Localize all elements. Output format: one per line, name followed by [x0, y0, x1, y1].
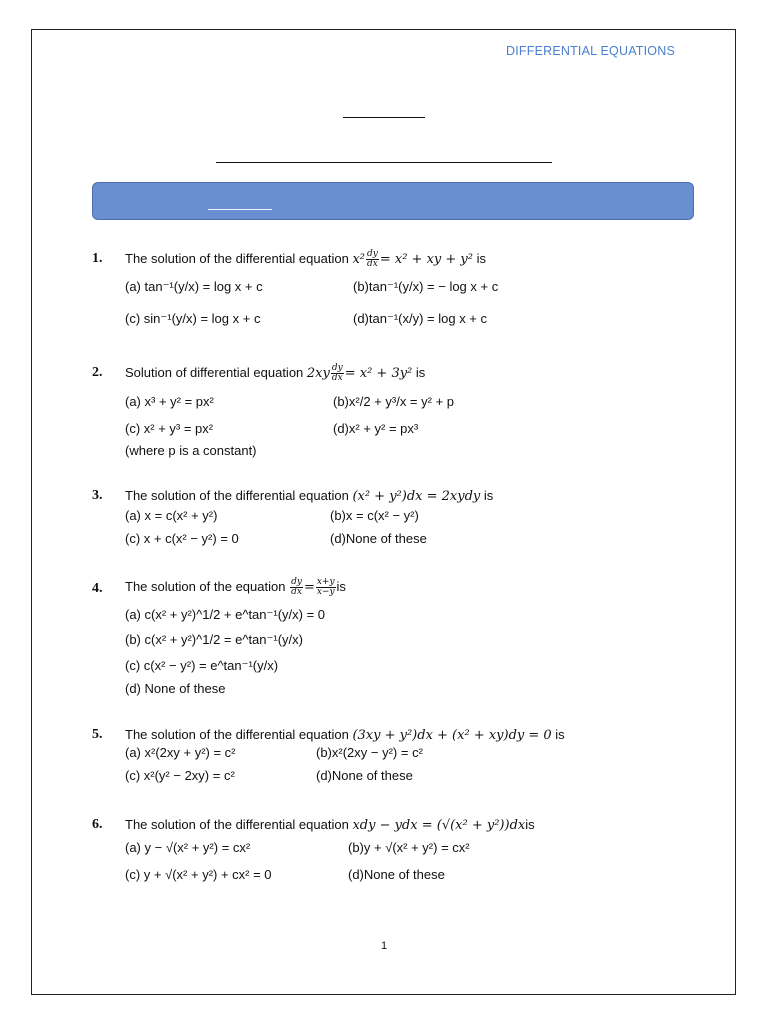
question-stem: The solution of the differential equation x² $\frac{dy}{dx}$ = x² + xy + y² is	[125, 249, 486, 269]
question-stem: The solution of the differential equation xdy − ydx = (√(x² + y²))dxis	[125, 817, 535, 833]
subtitle-underline	[216, 162, 552, 163]
option-c: (c) y + √(x² + y²) + cx² = 0	[125, 867, 272, 882]
question-number: 4.	[92, 581, 103, 596]
option-b: (b)tan⁻¹(y/x) = − log x + c	[353, 279, 499, 294]
question-stem: The solution of the equation $\frac{dy}{dx}$ = $\frac{x+y}{x-y}$ is	[125, 577, 346, 597]
title-underline	[343, 117, 425, 118]
question-stem: The solution of the differential equation (x² + y²)dx = 2xydy is	[125, 488, 494, 504]
option-d: (d)x² + y² = px³	[333, 421, 419, 436]
option-b: (b)x²/2 + y³/x = y² + p	[333, 394, 455, 409]
page-number: 1	[380, 940, 388, 952]
option-c: (c) x + c(x² − y²) = 0	[125, 531, 239, 546]
option-d: (d)None of these	[316, 768, 413, 783]
question-stem: The solution of the differential equation (3xy + y²)dx + (x² + xy)dy = 0 is	[125, 727, 565, 743]
question-stem: Solution of differential equation 2xy $\frac{dy}{dx}$ = x² + 3y² is	[125, 363, 426, 383]
equation: 2xy $\frac{dy}{dx}$ = x² + 3y²	[306, 363, 413, 383]
note: (where p is a constant)	[125, 443, 257, 458]
equation: x² $\frac{dy}{dx}$ = x² + xy + y²	[352, 249, 473, 269]
option-c: (c) x²(y² − 2xy) = c²	[125, 768, 235, 783]
question-number: 1.	[92, 251, 103, 266]
equation: $\frac{dy}{dx}$ = $\frac{x+y}{x-y}$	[291, 577, 335, 597]
equation: xdy − ydx = (√(x² + y²))dx	[352, 818, 526, 833]
option-d: (d)None of these	[330, 531, 427, 546]
option-a: (a) tan⁻¹(y/x) = log x + c	[125, 279, 263, 294]
banner-underline	[208, 209, 272, 210]
option-b: (b)x = c(x² − y²)	[330, 508, 419, 523]
option-a: (a) x = c(x² + y²)	[125, 508, 218, 523]
option-b: (b) c(x² + y²)^1/2 = e^tan⁻¹(y/x)	[125, 632, 303, 647]
question-number: 5.	[92, 727, 103, 742]
option-b: (b)y + √(x² + y²) = cx²	[348, 840, 470, 855]
option-a: (a) y − √(x² + y²) = cx²	[125, 840, 251, 855]
option-d: (d)tan⁻¹(x/y) = log x + c	[353, 311, 488, 326]
section-banner	[92, 182, 694, 220]
option-c: (c) x² + y³ = px²	[125, 421, 214, 436]
option-c: (c) sin⁻¹(y/x) = log x + c	[125, 311, 261, 326]
option-a: (a) x²(2xy + y²) = c²	[125, 745, 236, 760]
question-number: 3.	[92, 488, 103, 503]
option-d: (d)None of these	[348, 867, 445, 882]
equation: (3xy + y²)dx + (x² + xy)dy = 0	[352, 728, 552, 743]
option-c: (c) c(x² − y²) = e^tan⁻¹(y/x)	[125, 658, 279, 673]
option-a: (a) x³ + y² = px²	[125, 394, 214, 409]
question-number: 6.	[92, 817, 103, 832]
header-title: DIFFERENTIAL EQUATIONS	[506, 44, 675, 58]
option-a: (a) c(x² + y²)^1/2 + e^tan⁻¹(y/x) = 0	[125, 607, 326, 622]
equation: (x² + y²)dx = 2xydy	[352, 489, 481, 504]
option-d: (d) None of these	[125, 681, 226, 696]
question-number: 2.	[92, 365, 103, 380]
option-b: (b)x²(2xy − y²) = c²	[316, 745, 423, 760]
